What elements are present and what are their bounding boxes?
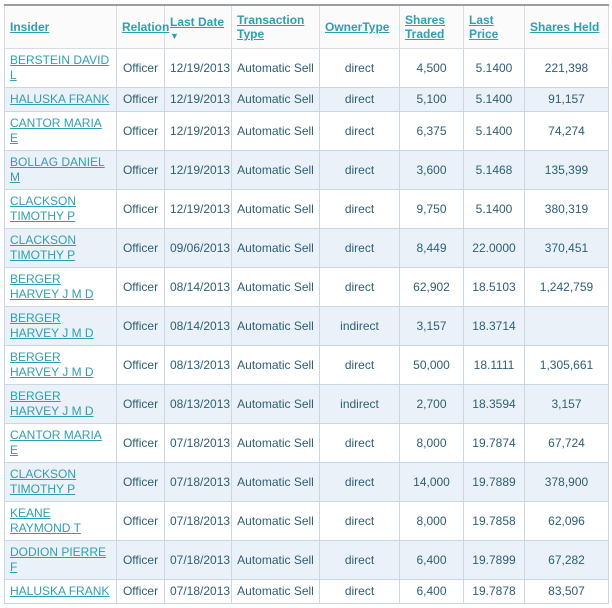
insider-link[interactable]: CLACKSON TIMOTHY P [10, 233, 77, 262]
cell-last-date: 12/19/2013 [165, 88, 232, 112]
cell-shares-traded: 8,000 [400, 502, 464, 541]
cell-shares-traded: 4,500 [400, 49, 464, 88]
cell-transaction-type: Automatic Sell [232, 346, 320, 385]
cell-last-price: 19.7889 [464, 463, 525, 502]
cell-owner-type: direct [320, 424, 400, 463]
cell-last-date: 12/19/2013 [165, 112, 232, 151]
cell-shares-held: 370,451 [525, 229, 609, 268]
cell-last-price: 18.3714 [464, 307, 525, 346]
cell-insider [5, 112, 117, 151]
insider-link[interactable]: BOLLAG DANIEL M [10, 155, 105, 184]
cell-last-date: 12/19/2013 [165, 49, 232, 88]
cell-shares-traded: 6,400 [400, 580, 464, 604]
table-row [5, 424, 609, 463]
cell-shares-held: 67,282 [525, 541, 609, 580]
cell-shares-held: 221,398 [525, 49, 609, 88]
insider-link[interactable]: BERGER HARVEY J M D [10, 350, 94, 379]
cell-insider [5, 463, 117, 502]
cell-relation: Officer [117, 463, 165, 502]
cell-shares-held: 1,305,661 [525, 346, 609, 385]
cell-owner-type: direct [320, 229, 400, 268]
insider-link[interactable]: CLACKSON TIMOTHY P [10, 194, 77, 223]
cell-shares-held: 62,096 [525, 502, 609, 541]
column-header-last-price [464, 5, 525, 49]
column-header-last-date [165, 5, 232, 49]
cell-transaction-type: Automatic Sell [232, 112, 320, 151]
cell-shares-traded: 14,000 [400, 463, 464, 502]
table-row [5, 229, 609, 268]
cell-last-date: 08/14/2013 [165, 307, 232, 346]
cell-relation: Officer [117, 502, 165, 541]
cell-insider [5, 346, 117, 385]
table-row [5, 151, 609, 190]
cell-insider [5, 88, 117, 112]
cell-insider [5, 151, 117, 190]
cell-transaction-type: Automatic Sell [232, 190, 320, 229]
cell-transaction-type: Automatic Sell [232, 385, 320, 424]
table-row [5, 346, 609, 385]
column-header-relation [117, 5, 170, 49]
table-row [5, 463, 609, 502]
cell-transaction-type: Automatic Sell [232, 463, 320, 502]
cell-shares-traded: 8,449 [400, 229, 464, 268]
cell-owner-type: direct [320, 49, 400, 88]
sort-desc-icon: ▼ [170, 30, 179, 41]
cell-transaction-type: Automatic Sell [232, 502, 320, 541]
cell-shares-held: 378,900 [525, 463, 609, 502]
table-row [5, 502, 609, 541]
cell-last-date: 07/18/2013 [165, 463, 232, 502]
cell-last-price: 19.7858 [464, 502, 525, 541]
table-row [5, 580, 609, 604]
cell-owner-type: direct [320, 346, 400, 385]
insider-link[interactable]: KEANE RAYMOND T [10, 506, 81, 535]
cell-insider [5, 229, 117, 268]
insider-link[interactable]: CANTOR MARIA E [10, 116, 102, 145]
cell-transaction-type: Automatic Sell [232, 268, 320, 307]
cell-relation: Officer [117, 424, 165, 463]
table-row [5, 268, 609, 307]
header-row [5, 5, 609, 49]
cell-shares-traded: 2,700 [400, 385, 464, 424]
cell-shares-held: 135,399 [525, 151, 609, 190]
cell-last-date: 07/18/2013 [165, 541, 232, 580]
cell-shares-traded: 9,750 [400, 190, 464, 229]
cell-last-price: 19.7874 [464, 424, 525, 463]
cell-relation: Officer [117, 268, 165, 307]
cell-relation: Officer [117, 346, 165, 385]
cell-shares-traded: 3,157 [400, 307, 464, 346]
cell-insider [5, 580, 117, 604]
cell-last-date: 07/18/2013 [165, 502, 232, 541]
cell-shares-traded: 6,375 [400, 112, 464, 151]
cell-insider [5, 541, 117, 580]
cell-last-date: 07/18/2013 [165, 580, 232, 604]
cell-insider [5, 424, 117, 463]
column-sort-link-shares-held[interactable]: Shares Held [530, 20, 600, 34]
cell-last-date: 07/18/2013 [165, 424, 232, 463]
cell-shares-traded: 62,902 [400, 268, 464, 307]
table-row [5, 385, 609, 424]
cell-shares-traded: 50,000 [400, 346, 464, 385]
cell-shares-traded: 8,000 [400, 424, 464, 463]
cell-shares-traded: 6,400 [400, 541, 464, 580]
cell-owner-type: direct [320, 463, 400, 502]
cell-last-price: 5.1400 [464, 49, 525, 88]
cell-owner-type: direct [320, 190, 400, 229]
cell-last-date: 08/14/2013 [165, 268, 232, 307]
cell-relation: Officer [117, 229, 165, 268]
insider-link[interactable]: HALUSKA FRANK [10, 92, 110, 106]
insider-link[interactable]: BERGER HARVEY J M D [10, 311, 94, 340]
insider-link[interactable]: CANTOR MARIA E [10, 428, 102, 457]
column-sort-link-transaction-type[interactable]: Transaction Type [237, 13, 305, 41]
cell-relation: Officer [117, 151, 165, 190]
table-row [5, 112, 609, 151]
column-sort-link-last-price[interactable]: Last Price [469, 13, 499, 41]
cell-transaction-type: Automatic Sell [232, 307, 320, 346]
column-header-insider [5, 5, 117, 49]
column-header-owner-type [320, 5, 400, 49]
cell-last-price: 5.1400 [464, 190, 525, 229]
cell-transaction-type: Automatic Sell [232, 580, 320, 604]
cell-relation: Officer [117, 307, 165, 346]
column-sort-link-shares-traded[interactable]: Shares Traded [405, 13, 446, 41]
cell-owner-type: direct [320, 502, 400, 541]
cell-relation: Officer [117, 49, 165, 88]
cell-last-price: 18.1111 [464, 346, 525, 385]
cell-owner-type: direct [320, 580, 400, 604]
cell-last-date: 08/13/2013 [165, 346, 232, 385]
cell-transaction-type: Automatic Sell [232, 49, 320, 88]
insider-link[interactable]: CLACKSON TIMOTHY P [10, 467, 77, 496]
cell-owner-type: direct [320, 541, 400, 580]
cell-last-price: 5.1400 [464, 88, 525, 112]
cell-transaction-type: Automatic Sell [232, 88, 320, 112]
column-sort-link-owner-type[interactable]: OwnerType [325, 20, 390, 34]
column-header-shares-traded [400, 5, 464, 49]
cell-shares-held: 67,724 [525, 424, 609, 463]
cell-insider [5, 385, 117, 424]
cell-shares-held: 74,274 [525, 112, 609, 151]
cell-insider [5, 268, 117, 307]
insider-link[interactable]: HALUSKA FRANK [10, 584, 110, 598]
cell-relation: Officer [117, 190, 165, 229]
cell-shares-held: 1,242,759 [525, 268, 609, 307]
table-row [5, 88, 609, 112]
cell-owner-type: direct [320, 112, 400, 151]
cell-last-price: 19.7878 [464, 580, 525, 604]
cell-shares-traded: 5,100 [400, 88, 464, 112]
cell-last-price: 22.0000 [464, 229, 525, 268]
cell-shares-held: 3,157 [525, 385, 609, 424]
cell-owner-type: direct [320, 151, 400, 190]
cell-insider [5, 307, 117, 346]
table-body [5, 49, 609, 604]
cell-insider [5, 49, 117, 88]
cell-insider [5, 190, 117, 229]
insider-link[interactable]: BERGER HARVEY J M D [10, 272, 94, 301]
cell-relation: Officer [117, 385, 165, 424]
cell-transaction-type: Automatic Sell [232, 541, 320, 580]
cell-owner-type: direct [320, 268, 400, 307]
column-sort-link-relation[interactable]: Relation [122, 20, 170, 34]
cell-transaction-type: Automatic Sell [232, 151, 320, 190]
cell-insider [5, 502, 117, 541]
table-row [5, 307, 609, 346]
cell-shares-traded: 3,600 [400, 151, 464, 190]
cell-transaction-type: Automatic Sell [232, 424, 320, 463]
column-header-shares-held [525, 5, 609, 49]
cell-last-price: 5.1468 [464, 151, 525, 190]
cell-transaction-type: Automatic Sell [232, 229, 320, 268]
cell-last-date: 09/06/2013 [165, 229, 232, 268]
column-header-transaction-type [232, 5, 320, 49]
cell-relation: Officer [117, 88, 165, 112]
cell-relation: Officer [117, 580, 165, 604]
cell-last-price: 5.1400 [464, 112, 525, 151]
cell-shares-held [525, 307, 609, 346]
column-sort-link-last-date[interactable]: Last Date [170, 14, 225, 29]
insider-link[interactable]: BERSTEIN DAVID L [10, 53, 110, 82]
insider-link[interactable]: DODION PIERRE F [10, 545, 107, 574]
cell-last-date: 12/19/2013 [165, 151, 232, 190]
cell-last-price: 18.3594 [464, 385, 525, 424]
cell-owner-type: indirect [320, 307, 400, 346]
cell-relation: Officer [117, 541, 165, 580]
insider-link[interactable]: BERGER HARVEY J M D [10, 389, 94, 418]
cell-last-date: 08/13/2013 [165, 385, 232, 424]
cell-shares-held: 83,507 [525, 580, 609, 604]
column-sort-link-insider[interactable]: Insider [10, 20, 50, 34]
cell-last-price: 19.7899 [464, 541, 525, 580]
insider-trades-table [4, 4, 609, 604]
cell-last-date: 12/19/2013 [165, 190, 232, 229]
cell-owner-type: indirect [320, 385, 400, 424]
cell-shares-held: 91,157 [525, 88, 609, 112]
cell-last-price: 18.5103 [464, 268, 525, 307]
cell-owner-type: direct [320, 88, 400, 112]
table-row [5, 541, 609, 580]
cell-shares-held: 380,319 [525, 190, 609, 229]
cell-relation: Officer [117, 112, 165, 151]
table-row [5, 190, 609, 229]
table-row [5, 49, 609, 88]
